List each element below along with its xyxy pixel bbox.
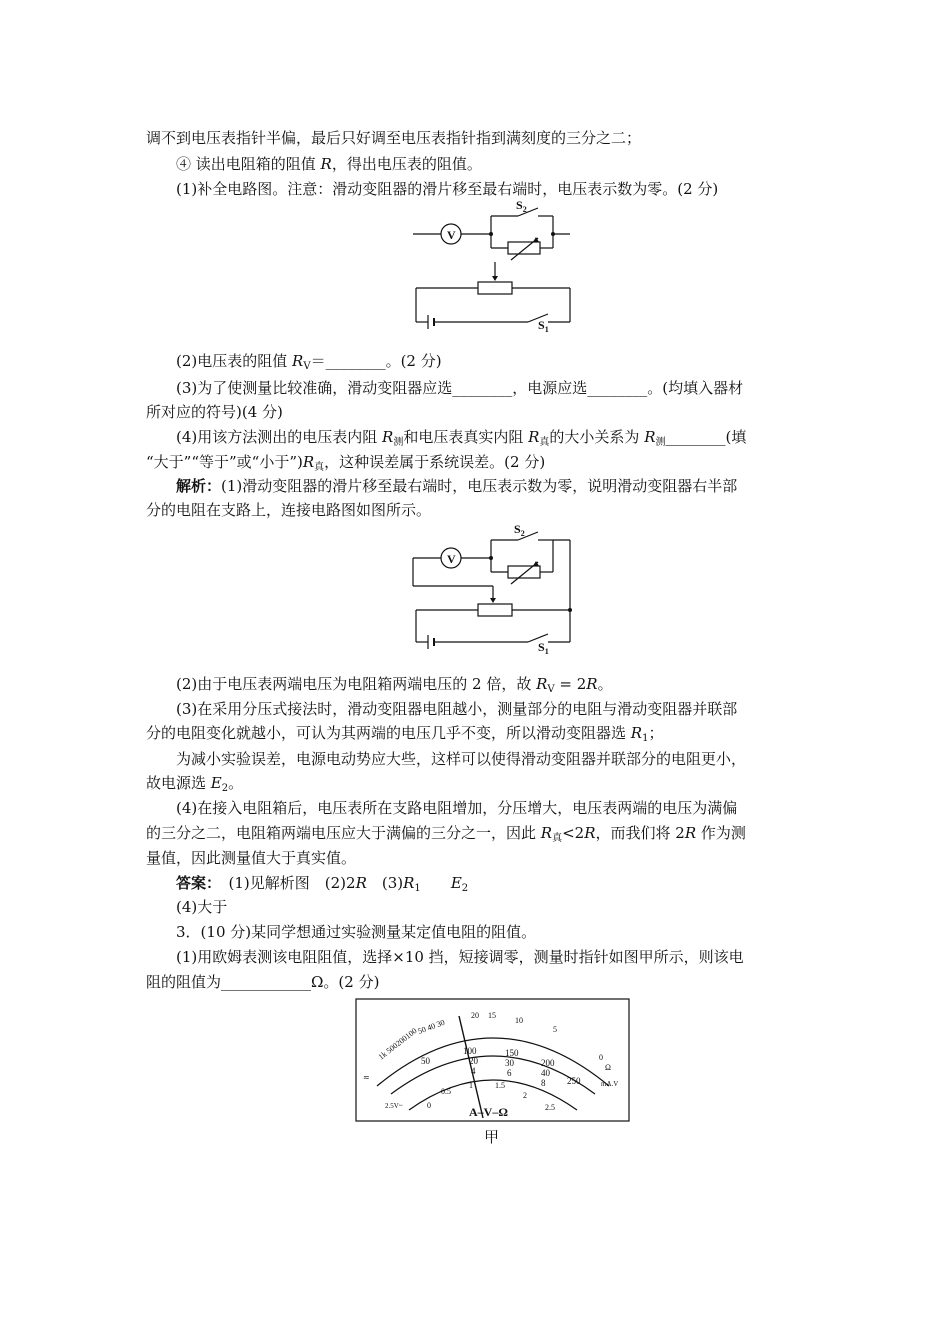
svg-text:1: 1 — [469, 1081, 473, 1090]
resistance-box-icon — [508, 566, 540, 578]
analysis-line: (2)由于电压表两端电压为电阻箱两端电压的 2 倍，故 $R_V = 2R$。 — [176, 675, 613, 695]
svg-text:0: 0 — [599, 1053, 603, 1062]
question-3: (3)为了使测量比较准确，滑动变阻器应选________，电源应选________。(均填入器材 — [176, 379, 744, 397]
ac-range-label: 2.5V~ — [385, 1102, 403, 1110]
question-4: (4)用该方法测出的电压表内阻 $R_测$和电压表真实内阻 $R_真$的大小关系为 $R_测\_\_\_\_\_\_\_\_$(填 — [176, 428, 747, 448]
voltmeter-label: V — [447, 552, 456, 566]
dc-symbol: ≂ — [363, 1073, 370, 1082]
text-line: 调不到电压表指针半偏，最后只好调至电压表指针指到满刻度的三分之二； — [146, 129, 642, 147]
meter-brand: A–V–Ω — [469, 1105, 508, 1119]
problem-3: 3．(10 分)某同学想通过实验测量某定值电阻的阻值。 — [176, 923, 537, 941]
multimeter-dial — [355, 998, 631, 1123]
analysis-line: 解析：(1)滑动变阻器的滑片移至最右端时，电压表示数为零，说明滑动变阻器右半部 — [176, 477, 738, 495]
svg-text:0: 0 — [427, 1101, 431, 1110]
svg-text:50 40 30: 50 40 30 — [416, 1017, 446, 1036]
analysis-line: (3)在采用分压式接法时，滑动变阻器电阻越小，测量部分的电阻与滑动变阻器并联部 — [176, 700, 738, 718]
svg-text:50: 50 — [421, 1056, 430, 1066]
ohm-scale-labels: 1k 500200100 — [376, 1026, 419, 1062]
svg-text:40: 40 — [541, 1068, 550, 1078]
svg-text:20: 20 — [471, 1011, 479, 1020]
text-line: ④ 读出电阻箱的阻值 R，得出电压表的阻值。 — [176, 155, 482, 173]
rheostat-icon — [478, 282, 512, 294]
text-line: 分的电阻在支路上，连接电路图如图所示。 — [146, 501, 432, 519]
text-line: “大于”“等于”或“小于$”)R_真$，这种误差属于系统误差。(2 分) — [146, 453, 546, 473]
switch-s2-label: $S_2$ — [516, 198, 527, 214]
question-1: (1)补全电路图。注意：滑动变阻器的滑片移至最右端时，电压表示数为零。(2 分) — [176, 180, 719, 198]
svg-text:250: 250 — [567, 1076, 581, 1086]
svg-text:15: 15 — [488, 1011, 496, 1020]
text-line: 的三分之二，电阻箱两端电压应大于满偏的三分之一，因此 $R_真<2R$，而我们将 2R 作为测 — [146, 824, 746, 844]
text-line: 所对应的符号)(4 分) — [146, 403, 283, 421]
text-line: 分的电阻变化就越小，可认为其两端的电压几乎不变，所以滑动变阻器选 $R_1$； — [146, 724, 664, 744]
svg-text:2.5: 2.5 — [545, 1103, 555, 1112]
circuit-diagram-answer — [408, 516, 598, 656]
svg-text:2: 2 — [523, 1091, 527, 1100]
text-line: 故电源选 $E_2$。 — [146, 774, 244, 794]
svg-text:4: 4 — [471, 1066, 476, 1076]
figure-caption: 甲 — [484, 1128, 500, 1146]
rheostat-icon — [478, 604, 512, 616]
unit-label: mA.V — [601, 1080, 619, 1088]
svg-text:5: 5 — [553, 1025, 557, 1034]
svg-text:150: 150 — [505, 1048, 519, 1058]
problem-3-part-1: (1)用欧姆表测该电阻阻值，选择×10 挡，短接调零，测量时指针如图甲所示，则该电 — [176, 948, 744, 966]
svg-text:8: 8 — [541, 1078, 546, 1088]
svg-text:200: 200 — [541, 1058, 555, 1068]
question-2: (2)电压表的阻值 $R_V=\_\_\_\_\_\_\_\_$。(2 分) — [176, 352, 442, 372]
text-line: 量值，因此测量值大于真实值。 — [146, 849, 357, 867]
answer-line: 答案： (1)见解析图 (2)2R $(3)R_1$ $E_2$ — [176, 874, 469, 894]
switch-s2-label: $S_2$ — [514, 522, 525, 538]
analysis-line: 为减小实验误差，电源电动势应大些，这样可以使得滑动变阻器并联部分的电阻更小， — [176, 750, 747, 768]
svg-text:0.5: 0.5 — [441, 1087, 451, 1096]
circuit-diagram-question — [408, 196, 598, 336]
svg-text:100: 100 — [463, 1046, 477, 1056]
svg-text:1.5: 1.5 — [495, 1081, 505, 1090]
switch-s1-label: $S_1$ — [538, 640, 549, 656]
answer-line: (4)大于 — [176, 898, 228, 916]
svg-text:Ω: Ω — [605, 1063, 611, 1072]
switch-s1-label: $S_1$ — [538, 318, 549, 334]
voltmeter-label: V — [447, 228, 456, 242]
svg-text:10: 10 — [515, 1016, 523, 1025]
analysis-line: (4)在接入电阻箱后，电压表所在支路电阻增加，分压增大，电压表两端的电压为满偏 — [176, 799, 738, 817]
svg-text:6: 6 — [507, 1068, 512, 1078]
svg-text:20: 20 — [469, 1056, 478, 1066]
resistance-box-icon — [508, 242, 540, 254]
svg-text:30: 30 — [505, 1058, 514, 1068]
text-line: 阻的阻值为____________Ω。(2 分) — [146, 973, 380, 991]
